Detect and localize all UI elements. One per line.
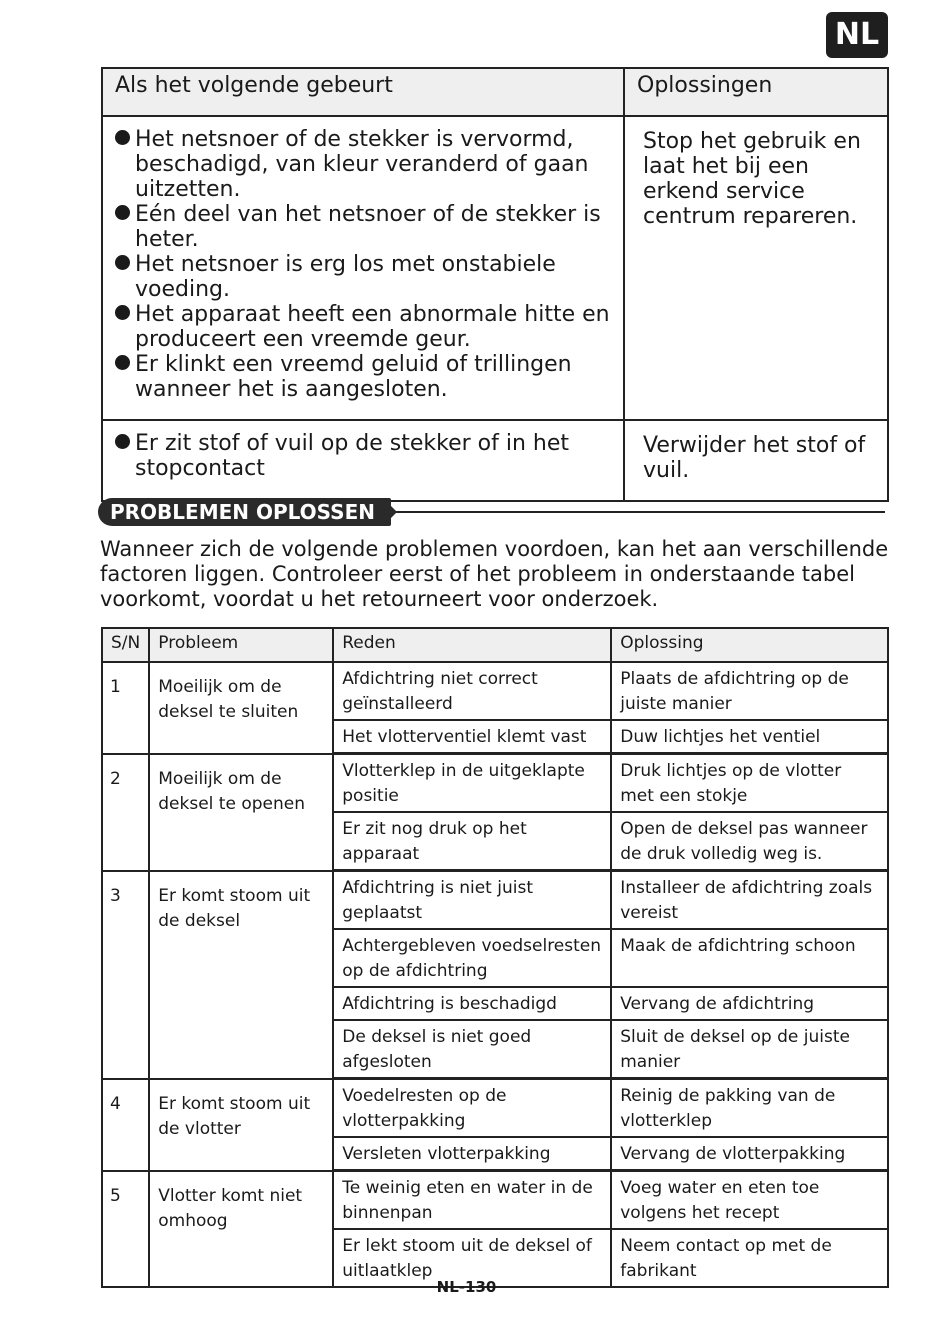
- bullet-icon: [115, 355, 130, 370]
- situation-text: Het netsnoer is erg los met onstabiele voeding.: [135, 252, 556, 302]
- reden-cell: Afdichtring is niet juist geplaatst: [333, 871, 611, 930]
- language-badge: NL: [826, 12, 888, 58]
- oplossing-cell: Voeg water en eten toe volgens het recept: [611, 1171, 888, 1230]
- problem-cell: Er komt stoom uit de deksel: [149, 871, 333, 1079]
- situation-text: Er zit stof of vuil op de stekker of in het stopcontact: [135, 431, 570, 481]
- reden-cell: Te weinig eten en water in de binnenpan: [333, 1171, 611, 1230]
- situation-list: [115, 127, 611, 402]
- reden-cell: Afdichtring niet correct geïnstalleerd: [333, 662, 611, 720]
- section-divider: [396, 511, 885, 513]
- oplossing-cell: Vervang de vlotterpakking: [611, 1137, 888, 1171]
- situation-list: [115, 431, 611, 481]
- reden-cell: De deksel is niet goed afgesloten: [333, 1020, 611, 1079]
- header-probleem: Probleem: [149, 628, 333, 662]
- safety-row: [102, 420, 888, 501]
- reden-cell: Vlotterklep in de uitgeklapte positie: [333, 754, 611, 813]
- sn-cell: 2: [102, 754, 149, 871]
- problem-cell: Moeilijk om de deksel te openen: [149, 754, 333, 871]
- bullet-icon: [115, 205, 130, 220]
- safety-table: [101, 67, 889, 502]
- reden-cell: Voedelresten op de vlotterpakking: [333, 1079, 611, 1138]
- oplossing-cell: Sluit de deksel op de juiste manier: [611, 1020, 888, 1079]
- oplossing-cell: Reinig de pakking van de vlotterklep: [611, 1079, 888, 1138]
- problem-cell: Vlotter komt niet omhoog: [149, 1171, 333, 1288]
- situation-item: [115, 302, 611, 352]
- table-row: [102, 662, 888, 720]
- troubleshooting-table: [101, 627, 889, 1288]
- problem-cell: Er komt stoom uit de vlotter: [149, 1079, 333, 1171]
- page-number: NL-130: [436, 1278, 497, 1296]
- header-oplossing: Oplossing: [611, 628, 888, 662]
- safety-row: [102, 116, 888, 420]
- situation-item: [115, 127, 611, 202]
- oplossing-cell: Neem contact op met de fabrikant: [611, 1229, 888, 1287]
- solution-cell: Stop het gebruik en laat het bij een erkend service centrum repareren.: [624, 116, 888, 420]
- table-row: [102, 871, 888, 930]
- situation-text: Er klinkt een vreemd geluid of trillingen wanneer het is aangesloten.: [135, 352, 572, 402]
- situation-text: Het netsnoer of de stekker is vervormd, beschadigd, van kleur veranderd of gaan uitzetten.: [135, 127, 589, 202]
- reden-cell: Er zit nog druk op het apparaat: [333, 812, 611, 871]
- intro-paragraph: Wanneer zich de volgende problemen voordoen, kan het aan verschillende factoren liggen. Controleer eerst of het probleem in onderstaande tabel voorkomt, voordat u het retourneert voor onderzoek.: [100, 537, 889, 611]
- situation-item: [115, 252, 611, 302]
- situation-text: Het apparaat heeft een abnormale hitte en produceert een vreemde geur.: [135, 302, 610, 352]
- section-title: PROBLEMEN OPLOSSEN: [98, 498, 391, 526]
- oplossing-cell: Plaats de afdichtring op de juiste manier: [611, 662, 888, 720]
- table-row: [102, 1079, 888, 1138]
- oplossing-cell: Installeer de afdichtring zoals vereist: [611, 871, 888, 930]
- header-solutions: Oplossingen: [624, 68, 888, 116]
- troubleshooting-header: [102, 628, 888, 662]
- situation-cell: [102, 420, 624, 501]
- situation-item: [115, 202, 611, 252]
- oplossing-cell: Maak de afdichtring schoon: [611, 929, 888, 987]
- bullet-icon: [115, 434, 130, 449]
- safety-table-header: [102, 68, 888, 116]
- table-row: [102, 1171, 888, 1230]
- section-heading: [98, 498, 885, 526]
- situation-item: [115, 431, 611, 481]
- situation-item: [115, 352, 611, 402]
- sn-cell: 3: [102, 871, 149, 1079]
- situation-text: Eén deel van het netsnoer of de stekker is heter.: [135, 202, 601, 252]
- bullet-icon: [115, 130, 130, 145]
- table-row: [102, 754, 888, 813]
- oplossing-cell: Druk lichtjes op de vlotter met een stokje: [611, 754, 888, 813]
- oplossing-cell: Open de deksel pas wanneer de druk volledig weg is.: [611, 812, 888, 871]
- reden-cell: Versleten vlotterpakking: [333, 1137, 611, 1171]
- situation-cell: [102, 116, 624, 420]
- sn-cell: 1: [102, 662, 149, 754]
- sn-cell: 4: [102, 1079, 149, 1171]
- arrow-icon: [383, 498, 397, 526]
- reden-cell: Er lekt stoom uit de deksel of uitlaatklep: [333, 1229, 611, 1287]
- header-reden: Reden: [333, 628, 611, 662]
- reden-cell: Afdichtring is beschadigd: [333, 987, 611, 1020]
- bullet-icon: [115, 305, 130, 320]
- solution-cell: Verwijder het stof of vuil.: [624, 420, 888, 501]
- bullet-icon: [115, 255, 130, 270]
- problem-cell: Moeilijk om de deksel te sluiten: [149, 662, 333, 754]
- sn-cell: 5: [102, 1171, 149, 1288]
- reden-cell: Achtergebleven voedselresten op de afdichtring: [333, 929, 611, 987]
- reden-cell: Het vlotterventiel klemt vast: [333, 720, 611, 754]
- oplossing-cell: Duw lichtjes het ventiel: [611, 720, 888, 754]
- oplossing-cell: Vervang de afdichtring: [611, 987, 888, 1020]
- header-situation: Als het volgende gebeurt: [102, 68, 624, 116]
- header-sn: S/N: [102, 628, 149, 662]
